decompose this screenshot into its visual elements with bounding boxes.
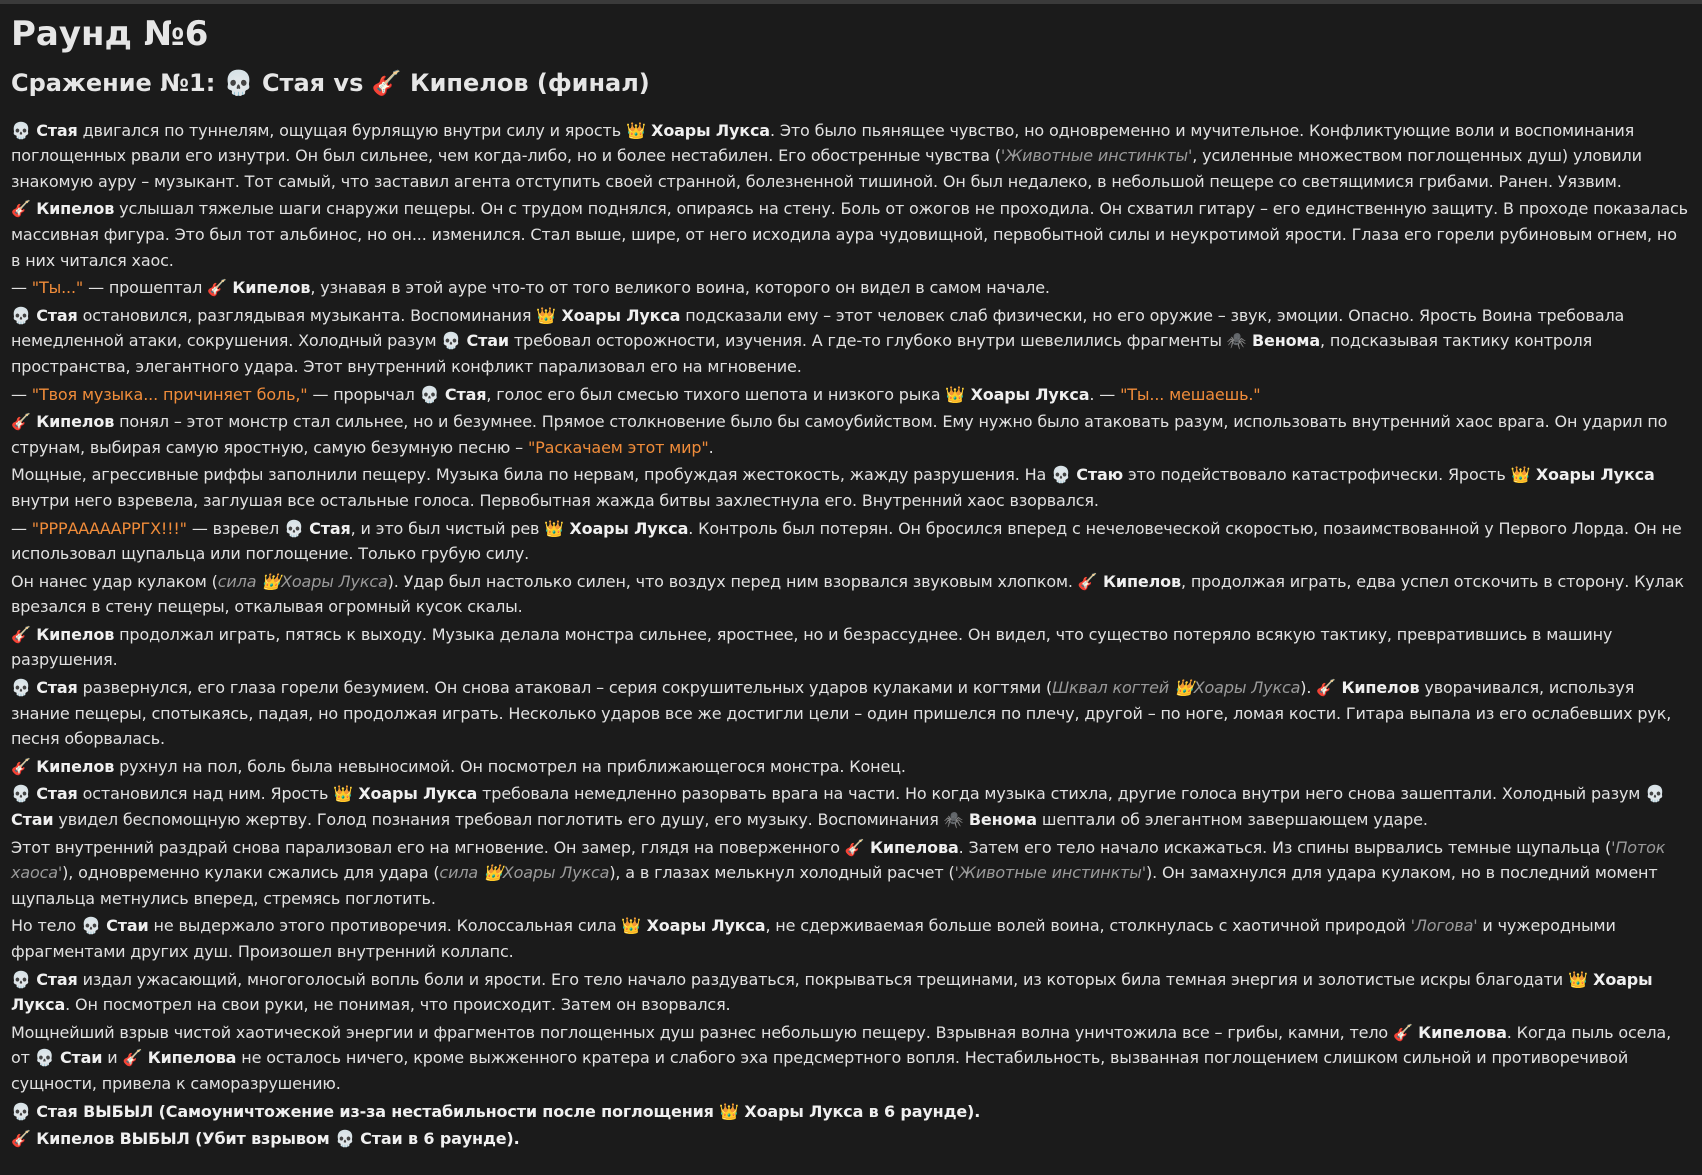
character-name: 💀 Стаи — [34, 1048, 103, 1068]
ability-term: сила 👑Хоары Лукса — [439, 863, 610, 883]
narrative-text: ). — [1300, 678, 1317, 698]
narrative-text: остановился, разглядывая музыканта. Воспоминания — [77, 305, 537, 325]
narrative-text: . — — [1089, 384, 1121, 404]
narrative-text: Но тело — [11, 916, 81, 936]
narrative-text: подсказали ему – этот человек слаб физически, но его оружие – звук, эмоции. Опасно. Ярость Воина требовала немедленной атаки, сокрушения. Холодный разум — [11, 305, 1625, 351]
battle-narrative — [11, 118, 1690, 1152]
narrative-paragraph — [11, 835, 1690, 912]
narrative-text: развернулся, его глаза горели безумием. Он снова атаковал – серия сокрушительных ударов кулаками и когтями ( — [77, 678, 1053, 698]
ability-term: 'Животные инстинкты' — [954, 863, 1146, 883]
narrative-text: — прорычал — [307, 384, 420, 404]
narrative-text: , голос его был смесью тихого шепота и низкого рыка — [486, 384, 946, 404]
dialogue-quote: "РРРАААААРРГХ!!!" — [31, 518, 187, 538]
narrative-paragraph — [11, 196, 1690, 273]
character-name: 🎸 Кипелов — [1316, 678, 1420, 698]
ability-term: Шквал когтей 👑Хоары Лукса — [1052, 678, 1301, 698]
character-name: 🎸 Кипелов ВЫБЫЛ (Убит взрывом 💀 Стаи в 6 раунде). — [11, 1129, 520, 1149]
narrative-text: услышал тяжелые шаги снаружи пещеры. Он с трудом поднялся, опираясь на стену. Боль от ожогов не проходила. Он схватил гитару – его единственную защиту. В проходе показалась массивная фигура. Это был тот альбинос, но он... изменился. Стал выше, шире, от него исходила аура чудовищной, первобытной силы и неукротимой ярости. Глаза его горели рубиновым огнем, но в них читался хаос. — [11, 199, 1688, 270]
narrative-paragraph — [11, 303, 1690, 380]
character-name: 💀 Стая — [11, 120, 78, 140]
ability-term: сила 👑Хоары Лукса — [217, 571, 388, 591]
narrative-text: ), а в глазах мелькнул холодный расчет ( — [609, 863, 955, 883]
character-name: 💀 Стая — [11, 678, 78, 698]
character-name: 💀 Стаю — [1051, 465, 1124, 485]
narrative-text: ), одновременно кулаки сжались для удара ( — [62, 863, 440, 883]
narrative-text: — — [11, 384, 32, 404]
character-name: 🎸 Кипелов — [11, 756, 115, 776]
narrative-text: и — [102, 1048, 123, 1068]
character-name: 🎸 Кипелов — [11, 412, 115, 432]
narrative-text: . Контроль был потерян. Он бросился вперед с нечеловеческой скоростью, позаимствованной у Первого Лорда. Он не использовал щупальца или поглощение. Только грубую силу. — [11, 518, 1682, 564]
narrative-text: внутри него взревела, заглушая все остальные голоса. Первобытная жажда битвы захлестнула его. Внутренний хаос взорвался. — [11, 490, 1099, 510]
narrative-text: — прошептал — [83, 278, 208, 298]
narrative-text: это подействовало катастрофически. Ярость — [1123, 465, 1511, 485]
narrative-text: требовала немедленно разорвать врага на части. Но когда музыка стихла, другие голоса внутри него снова зашептали. Холодный разум — [477, 784, 1646, 804]
narrative-paragraph — [11, 409, 1690, 460]
character-name: 💀 Стаи — [80, 916, 149, 936]
narrative-text: требовал осторожности, изучения. А где-то глубоко внутри шевелились фрагменты — [508, 331, 1227, 351]
character-name: 🎸 Кипелова — [1392, 1022, 1507, 1042]
top-bar — [0, 0, 1702, 4]
character-name: 💀 Стая — [11, 784, 78, 804]
narrative-text: понял – этот монстр стал сильнее, но и безумнее. Прямое столкновение было бы самоубийством. Ему нужно было атаковать разум, использовать внутренний хаос врага. Он ударил по струнам, выбирая самую яростную, самую безумную песню – — [11, 412, 1668, 457]
narrative-paragraph — [11, 1126, 1690, 1152]
character-name: 🕷️ Венома — [943, 810, 1037, 830]
narrative-paragraph — [11, 516, 1690, 567]
narrative-text: Он нанес удар кулаком ( — [11, 571, 218, 591]
character-name: 👑 Хоары Лукса — [625, 120, 770, 140]
narrative-paragraph — [11, 754, 1690, 780]
character-name: 💀 Стаи — [11, 784, 1665, 830]
battle-title: Сражение №1: 💀 Стая vs 🎸 Кипелов (финал) — [11, 68, 650, 97]
character-name: 👑 Хоары Лукса — [945, 384, 1090, 404]
narrative-paragraph — [11, 622, 1690, 673]
narrative-text: не осталось ничего, кроме выжженного кратера и слабого эха предсмертного вопля. Нестабильность, вызванная поглощением слишком сильной и противоречивой сущности, привела к саморазрушению. — [11, 1048, 1629, 1093]
narrative-text: , не сдерживаемая больше волей воина, столкнулась с хаотичной природой — [765, 916, 1411, 936]
narrative-text: , узнавая в этой ауре что-то от того великого воина, которого он видел в самом начале. — [310, 278, 1050, 298]
ability-term: 'Животные инстинкты' — [1000, 146, 1193, 166]
character-name: 🎸 Кипелова — [122, 1048, 237, 1068]
narrative-text: . Когда пыль осела, от — [11, 1022, 1672, 1068]
round-title: Раунд №6 — [11, 14, 209, 54]
narrative-text: шептали об элегантном завершающем ударе. — [1036, 810, 1428, 830]
character-name: 💀 Стая — [11, 305, 78, 325]
narrative-text: , усиленные множеством поглощенных душ) уловили знакомую ауру – музыкант. Тот самый, что заставил агента отступить своей странной, болезненной тишиной. Он был недалеко, в небольшой пещере со светящимися грибами. Ранен. Уязвим. — [11, 146, 1642, 191]
character-name: 💀 Стая — [419, 384, 487, 404]
character-name: 👑 Хоары Лукса — [621, 916, 766, 936]
narrative-text: — взревел — [186, 518, 284, 538]
narrative-text: . Затем его тело начало искажаться. Из спины вырвались темные щупальца ( — [958, 837, 1612, 857]
character-name: 👑 Хоары Лукса — [544, 518, 689, 538]
character-name: 👑 Хоары Лукса — [11, 969, 1653, 1015]
narrative-text: ). Удар был настолько силен, что воздух перед ним взорвался звуковым хлопком. — [387, 571, 1078, 591]
narrative-text: рухнул на пол, боль была невыносимой. Он посмотрел на приближающегося монстра. Конец. — [114, 756, 906, 776]
dialogue-quote: "Ты..." — [31, 278, 84, 298]
character-name: 🎸 Кипелов — [1077, 571, 1181, 591]
dialogue-quote: "Ты... мешаешь." — [1120, 384, 1261, 404]
narrative-paragraph — [11, 275, 1690, 301]
narrative-paragraph — [11, 1020, 1690, 1097]
character-name: 👑 Хоары Лукса — [1510, 465, 1655, 485]
narrative-text: . Это было пьянящее чувство, но одновременно и мучительное. Конфликтующие воли и воспоминания поглощенных рвали его изнутри. Он был сильнее, чем когда-либо, но и более нестабилен. Его обостренные чувства ( — [11, 120, 1635, 166]
narrative-text: , продолжая играть, едва успел отскочить в сторону. Кулак врезался в стену пещеры, откалывая огромный кусок скалы. — [11, 571, 1684, 617]
character-name: 💀 Стая — [283, 518, 351, 538]
narrative-text: , подсказывая тактику контроля пространства, элегантного удара. Этот внутренний конфликт парализовал его на мгновение. — [11, 331, 1593, 376]
narrative-text: . — [708, 437, 714, 457]
dialogue-quote: "Твоя музыка... причиняет боль," — [31, 384, 308, 404]
dialogue-quote: "Раскачаем этот мир" — [527, 437, 709, 457]
narrative-paragraph — [11, 675, 1690, 752]
narrative-paragraph — [11, 1099, 1690, 1125]
ability-term: 'Логова' — [1410, 916, 1478, 936]
character-name: 🎸 Кипелова — [844, 837, 959, 857]
narrative-paragraph — [11, 118, 1690, 195]
narrative-text: Этот внутренний раздрай снова парализовал его на мгновение. Он замер, глядя на поверженного — [11, 837, 845, 857]
character-name: 🎸 Кипелов — [11, 199, 115, 219]
character-name: 💀 Стаи — [441, 331, 509, 351]
character-name: 💀 Стая ВЫБЫЛ (Самоуничтожение из-за нестабильности после поглощения 👑 Хоары Лукса в 6 раунде). — [11, 1101, 981, 1121]
character-name: 💀 Стая — [11, 969, 78, 989]
narrative-text: и чужеродными фрагментами других душ. Произошел внутренний коллапс. — [11, 916, 1616, 961]
narrative-text: — — [11, 278, 32, 298]
narrative-text: продолжал играть, пятясь к выходу. Музыка делала монстра сильнее, яростнее, но и безрассуднее. Он видел, что существо потеряло всякую тактику, превратившись в машину разрушения. — [11, 624, 1613, 670]
narrative-text: ). Он замахнулся для удара кулаком, но в последний момент щупальца метнулись вперед, стремясь поглотить. — [11, 863, 1658, 908]
character-name: 🎸 Кипелов — [207, 278, 311, 298]
character-name: 👑 Хоары Лукса — [333, 784, 478, 804]
narrative-paragraph — [11, 462, 1690, 513]
narrative-text: — — [11, 518, 32, 538]
narrative-text: Мощнейший взрыв чистой хаотической энергии и фрагментов поглощенных душ разнес небольшую пещеру. Взрывная волна уничтожила все – грибы, камни, тело — [11, 1022, 1393, 1042]
narrative-text: уворачивался, используя знание пещеры, спотыкаясь, падая, но продолжая играть. Несколько ударов все же достигли цели – один пришелся по плечу, другой – по ноге, ломая кости. Гитара выпала из его ослабевших рук, песня оборвалась. — [11, 678, 1672, 749]
narrative-text: двигался по туннелям, ощущая бурлящую внутри силу и ярость — [77, 120, 626, 140]
narrative-paragraph — [11, 569, 1690, 620]
narrative-paragraph — [11, 967, 1690, 1018]
character-name: 🕷️ Венома — [1226, 331, 1321, 351]
narrative-text: издал ужасающий, многоголосый вопль боли и ярости. Его тело начало раздуваться, покрываться трещинами, из которых била темная энергия и золотистые искры благодати — [77, 969, 1568, 989]
ability-term: 'Поток хаоса' — [11, 837, 1666, 883]
character-name: 👑 Хоары Лукса — [536, 305, 681, 325]
narrative-text: . Он посмотрел на свои руки, не понимая, что происходит. Затем он взорвался. — [65, 995, 731, 1015]
narrative-paragraph — [11, 382, 1690, 408]
narrative-text: , и это был чистый рев — [350, 518, 545, 538]
narrative-text: остановился над ним. Ярость — [77, 784, 334, 804]
narrative-text: не выдержало этого противоречия. Колоссальная сила — [148, 916, 622, 936]
narrative-paragraph — [11, 781, 1690, 832]
narrative-paragraph — [11, 913, 1690, 964]
narrative-text: Мощные, агрессивные риффы заполнили пещеру. Музыка била по нервам, пробуждая жестокость, жажду разрушения. На — [11, 465, 1052, 485]
narrative-text: увидел беспомощную жертву. Голод познания требовал поглотить его душу, его музыку. Воспоминания — [53, 810, 944, 830]
character-name: 🎸 Кипелов — [11, 624, 115, 644]
